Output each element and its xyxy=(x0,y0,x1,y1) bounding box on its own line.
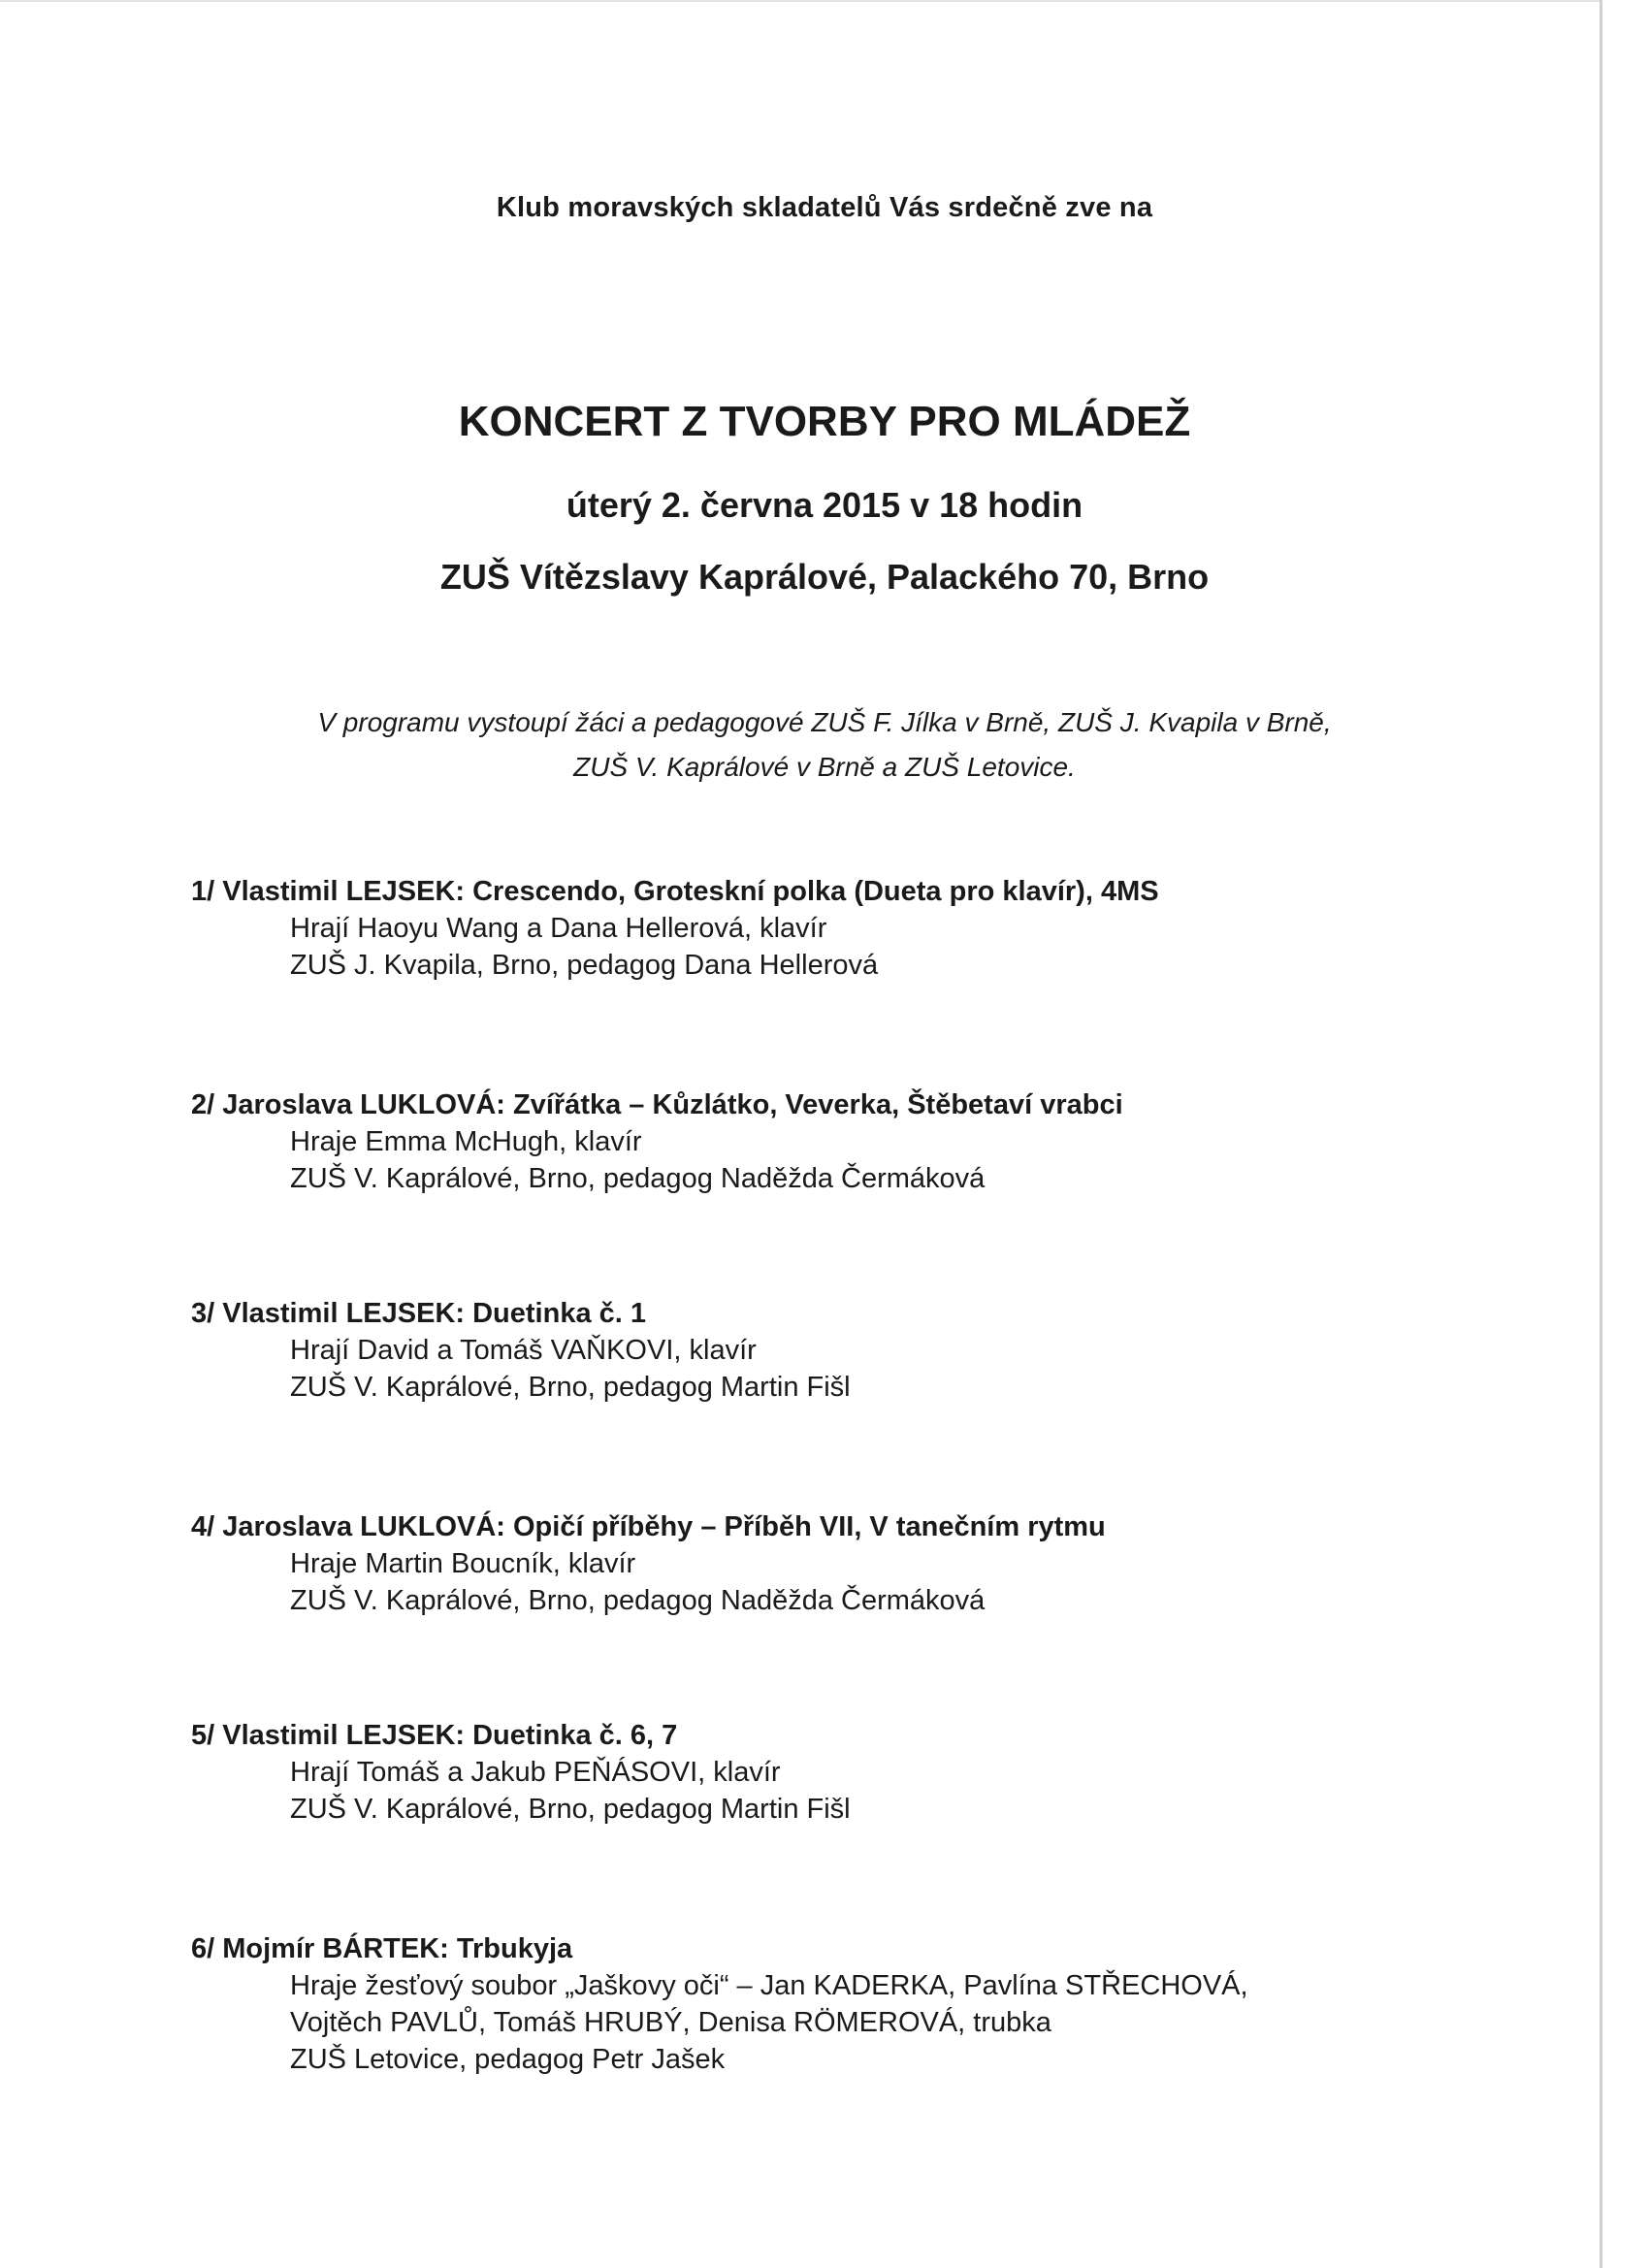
program-item-title: 2/ Jaroslava LUKLOVÁ: Zvířátka – Kůzlátko, Veverka, Štěbetaví vrabci xyxy=(191,1089,1123,1120)
program-item-1 xyxy=(191,873,1549,984)
program-item-title: 1/ Vlastimil LEJSEK: Crescendo, Groteskní polka (Dueta pro klavír), 4MS xyxy=(191,876,1159,907)
program-item-title: 6/ Mojmír BÁRTEK: Trbukyja xyxy=(191,1933,573,1964)
program-item-school: ZUŠ V. Kaprálové, Brno, pedagog Martin Fišl xyxy=(290,1794,851,1825)
program-note-line: V programu vystoupí žáci a pedagogové ZUŠ F. Jílka v Brně, ZUŠ J. Kvapila v Brně, xyxy=(317,707,1332,737)
program-item-title: 5/ Vlastimil LEJSEK: Duetinka č. 6, 7 xyxy=(191,1720,678,1751)
program-note xyxy=(194,700,1455,790)
program-item-performers: Hraje Martin Boucník, klavír xyxy=(290,1548,636,1579)
program-item-school: ZUŠ V. Kaprálové, Brno, pedagog Martin Fišl xyxy=(290,1372,851,1403)
program-item-school: ZUŠ V. Kaprálové, Brno, pedagog Naděžda Čermáková xyxy=(290,1585,986,1616)
concert-date: úterý 2. června 2015 v 18 hodin xyxy=(566,485,1083,525)
program-note-line: ZUŠ V. Kaprálové v Brně a ZUŠ Letovice. xyxy=(573,752,1076,782)
invitation-intro: Klub moravských skladatelů Vás srdečně zve na xyxy=(496,192,1153,223)
program-item-performers-cont: Vojtěch PAVLŮ, Tomáš HRUBÝ, Denisa RÖMEROVÁ, trubka xyxy=(290,2007,1051,2038)
program-item-3 xyxy=(191,1295,1549,1406)
program-item-performers: Hrají David a Tomáš VAŇKOVI, klavír xyxy=(290,1335,757,1366)
program-item-performers: Hrají Haoyu Wang a Dana Hellerová, klavír xyxy=(290,913,827,944)
concert-title: KONCERT Z TVORBY PRO MLÁDEŽ xyxy=(458,398,1191,445)
program-item-4 xyxy=(191,1508,1549,1619)
program-item-title: 3/ Vlastimil LEJSEK: Duetinka č. 1 xyxy=(191,1298,646,1329)
program-item-2 xyxy=(191,1086,1549,1197)
concert-venue: ZUŠ Vítězslavy Kaprálové, Palackého 70, Brno xyxy=(439,557,1210,597)
program-item-performers: Hrají Tomáš a Jakub PEŇÁSOVI, klavír xyxy=(290,1757,781,1788)
program-item-school: ZUŠ J. Kvapila, Brno, pedagog Dana Hellerová xyxy=(290,950,879,981)
program-item-5 xyxy=(191,1717,1549,1828)
program-item-performers: Hraje žesťový soubor „Jaškovy oči“ – Jan KADERKA, Pavlína STŘECHOVÁ, xyxy=(290,1970,1248,2001)
program-item-title: 4/ Jaroslava LUKLOVÁ: Opičí příběhy – Příběh VII, V tanečním rytmu xyxy=(191,1511,1106,1542)
program-item-school: ZUŠ V. Kaprálové, Brno, pedagog Naděžda Čermáková xyxy=(290,1163,986,1194)
program-item-performers: Hraje Emma McHugh, klavír xyxy=(290,1126,642,1157)
program-item-school: ZUŠ Letovice, pedagog Petr Jašek xyxy=(290,2044,726,2075)
program-item-6 xyxy=(191,1930,1549,2078)
